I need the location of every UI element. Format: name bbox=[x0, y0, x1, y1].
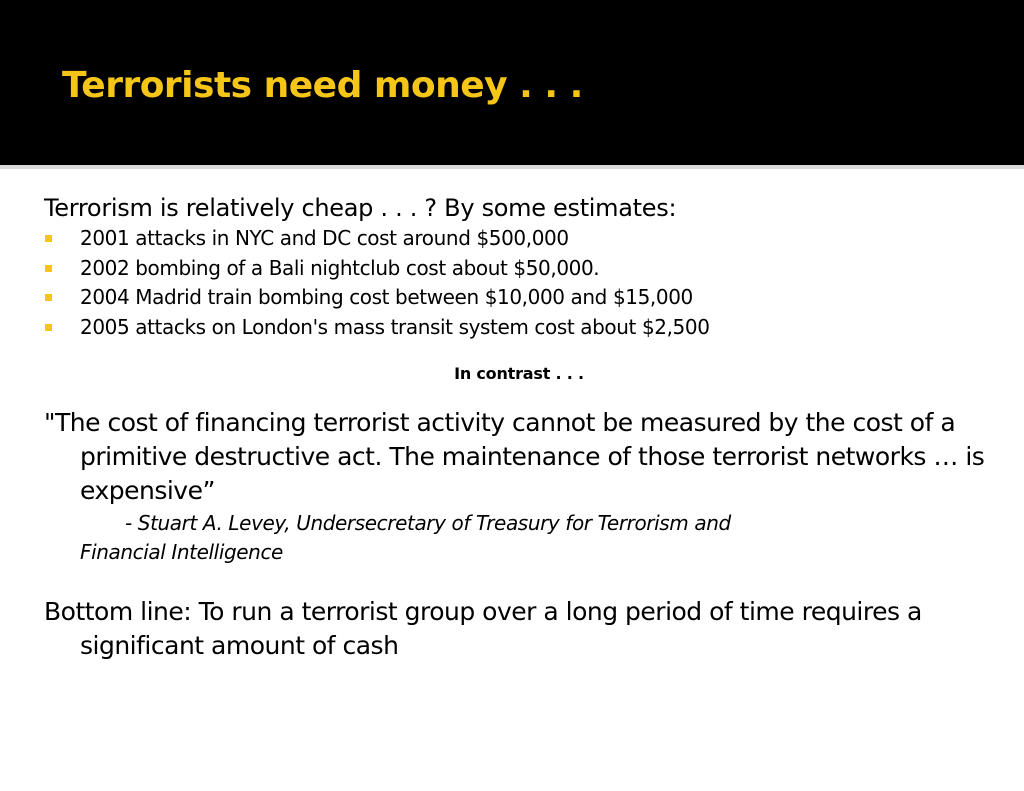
title-divider bbox=[0, 165, 1024, 169]
title-bar bbox=[0, 0, 1024, 165]
quote-text: "The cost of financing terrorist activity cannot be measured by the cost of a primitive destructive act. The maintenance of those terrorist networks … is expensive” bbox=[44, 408, 985, 505]
cost-estimates-list bbox=[44, 224, 994, 342]
attribution-line-2: Financial Intelligence bbox=[80, 540, 283, 564]
list-item-text: 2004 Madrid train bombing cost between $10,000 and $15,000 bbox=[80, 285, 693, 309]
square-bullet-icon bbox=[45, 235, 52, 242]
list-item bbox=[44, 283, 994, 313]
square-bullet-icon bbox=[45, 265, 52, 272]
slide-body bbox=[44, 192, 994, 663]
slide-title: Terrorists need money . . . bbox=[62, 65, 583, 106]
attribution-line-1: - Stuart A. Levey, Undersecretary of Treasury for Terrorism and bbox=[125, 511, 731, 535]
list-item bbox=[44, 224, 994, 254]
list-item-text: 2002 bombing of a Bali nightclub cost about $50,000. bbox=[80, 255, 600, 280]
list-item bbox=[44, 313, 994, 343]
quote-attribution bbox=[44, 509, 994, 567]
intro-text: Terrorism is relatively cheap . . . ? By some estimates: bbox=[44, 194, 677, 222]
contrast-heading: In contrast . . . bbox=[454, 364, 584, 383]
square-bullet-icon bbox=[45, 324, 52, 331]
list-item-text: 2005 attacks on London's mass transit system cost about $2,500 bbox=[80, 314, 710, 339]
square-bullet-icon bbox=[45, 294, 52, 301]
list-item-text: 2001 attacks in NYC and DC cost around $500,000 bbox=[80, 226, 569, 250]
list-item bbox=[44, 254, 994, 284]
bottom-line-text: Bottom line: To run a terrorist group over a long period of time requires a significant amount of cash bbox=[44, 597, 922, 660]
